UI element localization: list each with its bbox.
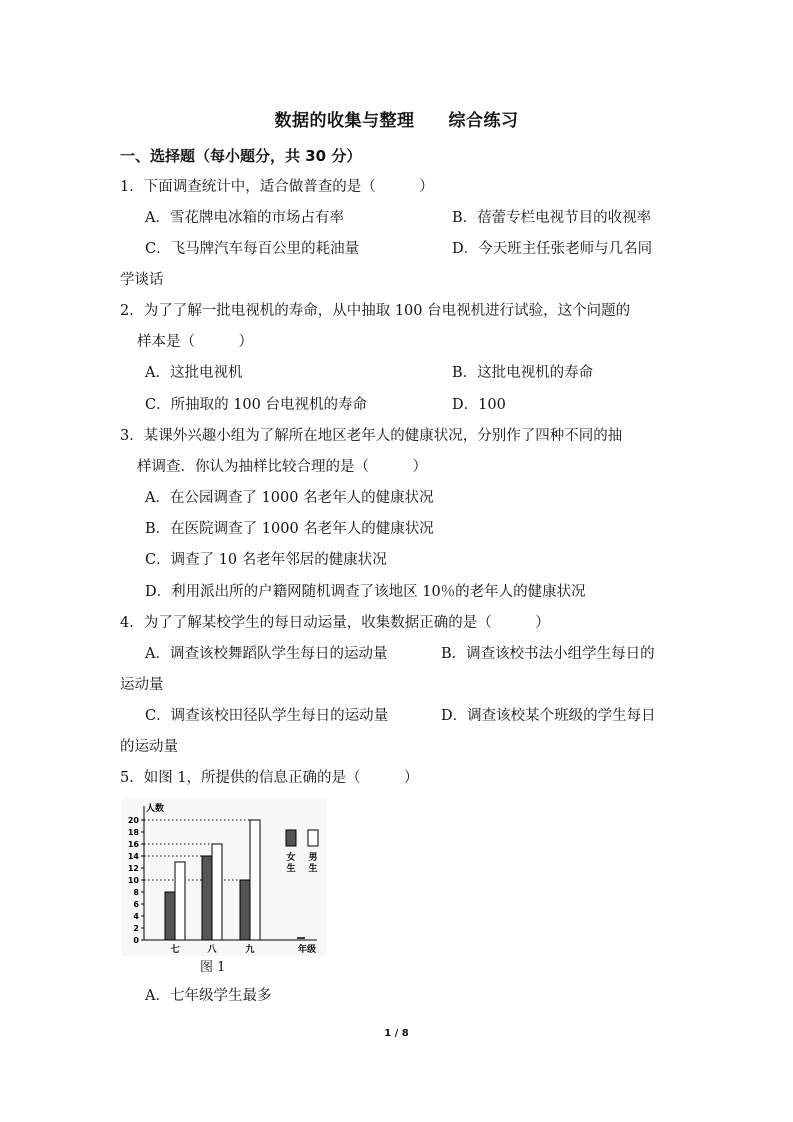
q4-stem: 4．为了了解某校学生的每日动运量，收集数据正确的是（ ）: [120, 615, 550, 631]
q3-stem-line2: 样调查．你认为抽样比较合理的是（ ）: [137, 459, 427, 475]
y-tick-label: 10: [127, 876, 139, 885]
q4-option-d-continued: 的运动量: [120, 739, 178, 755]
figure-1-bar-chart: [122, 798, 327, 956]
q1-option-b: B．蓓蕾专栏电视节目的收视率: [452, 210, 652, 226]
y-tick-label: 2: [133, 924, 139, 933]
q2-stem-line2: 样本是（ ）: [137, 334, 253, 350]
legend-label-char: 生: [286, 864, 296, 874]
q1-option-d-continued: 学谈话: [120, 272, 164, 288]
bar-male: [250, 820, 260, 940]
y-tick-label: 12: [127, 864, 139, 873]
bar-female: [202, 856, 212, 940]
q3-option-b: B．在医院调查了 1000 名老年人的健康状况: [145, 521, 434, 537]
y-tick-label: 8: [133, 888, 139, 897]
q1-stem: 1．下面调查统计中，适合做普查的是（ ）: [120, 179, 434, 195]
q1-option-d: D．今天班主任张老师与几名同: [452, 241, 653, 257]
q4-option-a: A．调查该校舞蹈队学生每日的运动量: [145, 646, 388, 662]
legend-swatch: [308, 830, 318, 846]
bar-female: [165, 892, 175, 940]
y-tick-label: 18: [127, 828, 139, 837]
page-title: [0, 106, 793, 131]
q4-option-d: D．调查该校某个班级的学生每日: [441, 708, 656, 724]
q5-stem: 5．如图 1，所提供的信息正确的是（ ）: [120, 770, 419, 786]
chart-background: [122, 798, 327, 956]
legend-label-char: 生: [308, 864, 318, 874]
x-tick-label: 七: [170, 945, 180, 955]
legend-swatch: [286, 830, 296, 846]
x-axis-label: 年级: [297, 945, 317, 955]
bar-female: [240, 880, 250, 940]
y-tick-label: 6: [133, 900, 139, 909]
title-main: 数据的收集与整理: [274, 111, 415, 131]
section-heading: 一、选择题（每小题分，共 30 分）: [120, 147, 362, 165]
q3-option-d: D．利用派出所的户籍网随机调查了该地区 10％的老年人的健康状况: [145, 584, 586, 600]
y-tick-label: 14: [127, 852, 139, 861]
q2-option-c: C．所抽取的 100 台电视机的寿命: [145, 397, 367, 413]
legend-label-char: 男: [308, 853, 318, 863]
q1-option-a: A．雪花牌电冰箱的市场占有率: [145, 210, 344, 226]
q2-option-b: B．这批电视机的寿命: [452, 365, 594, 381]
x-tick-label: 八: [207, 945, 217, 955]
q4-option-b-continued: 运动量: [120, 677, 164, 693]
y-tick-label: 0: [133, 936, 139, 945]
bar-male: [175, 862, 185, 940]
y-tick-label: 4: [133, 912, 139, 921]
q5-option-a: A．七年级学生最多: [145, 988, 272, 1004]
q4-option-b: B．调查该校书法小组学生每日的: [441, 646, 655, 662]
y-tick-label: 16: [127, 840, 139, 849]
q2-stem-line1: 2．为了了解一批电视机的寿命，从中抽取 100 台电视机进行试验，这个问题的: [120, 303, 631, 319]
figure-caption: 图 1: [200, 960, 226, 975]
bar-male: [212, 844, 222, 940]
q2-option-a: A．这批电视机: [145, 365, 243, 381]
title-sub: 综合练习: [448, 111, 519, 131]
y-axis-label: 人数: [146, 804, 165, 814]
x-tick-label: 九: [245, 945, 255, 955]
q3-stem-line1: 3．某课外兴趣小组为了解所在地区老年人的健康状况，分别作了四种不同的抽: [120, 428, 623, 444]
q3-option-c: C．调查了 10 名老年邻居的健康状况: [145, 552, 387, 568]
y-tick-label: 20: [127, 816, 139, 825]
legend-label-char: 女: [286, 853, 296, 863]
page-number: 1 / 8: [384, 1028, 409, 1039]
q2-option-d: D．100: [452, 397, 506, 413]
q4-option-c: C．调查该校田径队学生每日的运动量: [145, 708, 389, 724]
q3-option-a: A．在公园调查了 1000 名老年人的健康状况: [145, 490, 434, 506]
q1-option-c: C．飞马牌汽车每百公里的耗油量: [145, 241, 360, 257]
